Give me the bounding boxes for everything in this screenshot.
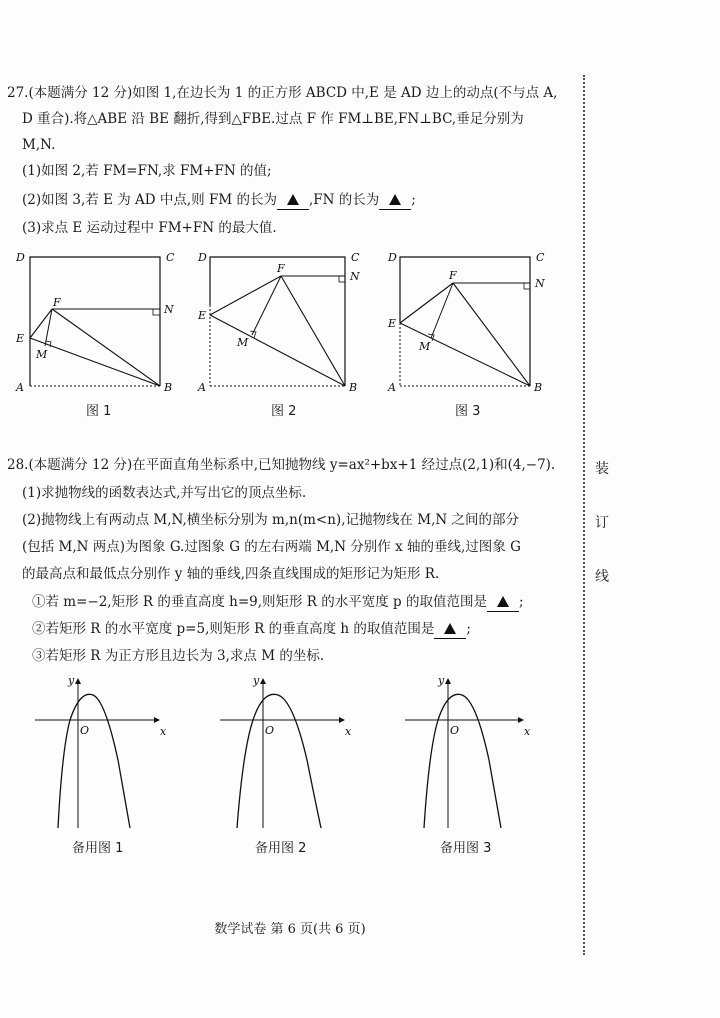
answer-blank-h[interactable] [434, 620, 466, 639]
label-B: B [534, 381, 543, 394]
figure-3-caption: 图 3 [455, 404, 481, 419]
q27-part2-text-c: ; [411, 192, 416, 208]
label-A: A [16, 381, 24, 394]
label-N: N [535, 277, 545, 290]
binding-label-ding: 订 [595, 515, 609, 531]
label-M: M [36, 348, 48, 361]
label-A: A [198, 381, 206, 394]
q28-case3: ③若矩形 R 为正方形且边长为 3,求点 M 的坐标. [32, 648, 325, 664]
q27-stem-line3: M,N. [22, 137, 56, 153]
binding-line [583, 75, 585, 955]
q27-figure-2 [195, 245, 365, 395]
binding-label-zhuang: 装 [595, 461, 609, 477]
q27-stem-line2: D 重合).将△ABE 沿 BE 翻折,得到△FBE.过点 F 作 FM⊥BE,FN⊥BC,垂足分别为 [22, 111, 524, 127]
binding-label-xian: 线 [595, 569, 609, 585]
x-axis-label: x [160, 725, 167, 738]
label-A: A [388, 381, 396, 394]
triangle-marker-icon [497, 596, 509, 607]
triangle-marker-icon [389, 194, 401, 205]
label-E: E [388, 317, 397, 330]
spare-graph-2-caption: 备用图 2 [255, 841, 307, 856]
label-F: F [277, 262, 285, 275]
q28-case1-end: ; [519, 594, 524, 610]
y-axis-label: y [68, 674, 75, 687]
label-B: B [349, 381, 358, 394]
label-N: N [350, 270, 360, 283]
q28-part1: (1)求抛物线的函数表达式,并写出它的顶点坐标. [22, 485, 307, 501]
label-C: C [351, 251, 360, 264]
label-F: F [449, 269, 457, 282]
q28-part2-line1: (2)抛物线上有两动点 M,N,横坐标分别为 m,n(m<n),记抛物线在 M,N 之间的部分 [22, 512, 519, 528]
q28-part2-line3: 的最高点和最低点分别作 y 轴的垂线,四条直线围成的矩形记为矩形 R. [22, 566, 440, 582]
label-C: C [166, 251, 175, 264]
figure-1-caption: 图 1 [86, 404, 112, 419]
spare-graph-1-caption: 备用图 1 [72, 841, 124, 856]
answer-blank-fm[interactable] [277, 191, 309, 210]
triangle-marker-icon [444, 623, 456, 634]
y-axis-label: y [438, 674, 445, 687]
q27-figure-1 [10, 245, 180, 395]
label-M: M [237, 336, 249, 349]
q28-case1 [32, 593, 524, 612]
label-C: C [536, 251, 545, 264]
q27-figure-3 [385, 245, 555, 395]
origin-label: O [450, 724, 460, 737]
x-axis-label: x [524, 725, 531, 738]
q27-part2 [22, 191, 416, 210]
label-E: E [198, 309, 207, 322]
q28-stem: 28.(本题满分 12 分)在平面直角坐标系中,已知抛物线 y=ax²+bx+1 经过点(2,1)和(4,−7). [7, 457, 556, 473]
label-N: N [164, 303, 174, 316]
spare-graph-3-caption: 备用图 3 [440, 841, 492, 856]
figure-2-caption: 图 2 [271, 404, 297, 419]
x-axis-label: x [345, 725, 352, 738]
q28-case2-text: ②若矩形 R 的水平宽度 p=5,则矩形 R 的垂直高度 h 的取值范围是 [32, 621, 435, 637]
q28-case2 [32, 620, 471, 639]
q27-part1: (1)如图 2,若 FM=FN,求 FM+FN 的值; [22, 163, 272, 179]
answer-blank-p[interactable] [487, 593, 519, 612]
answer-blank-fn[interactable] [379, 191, 411, 210]
q27-part3: (3)求点 E 运动过程中 FM+FN 的最大值. [22, 220, 277, 236]
q27-part2-text-a: (2)如图 3,若 E 为 AD 中点,则 FM 的长为 [22, 192, 277, 208]
label-E: E [16, 332, 25, 345]
label-M: M [419, 340, 431, 353]
triangle-marker-icon [287, 194, 299, 205]
q28-part2-line2: (包括 M,N 两点)为图象 G.过图象 G 的左右两端 M,N 分别作 x 轴的垂线,过图象 G [22, 539, 521, 555]
label-D: D [388, 251, 397, 264]
q27-stem-line1: 27.(本题满分 12 分)如图 1,在边长为 1 的正方形 ABCD 中,E 是 AD 边上的动点(不与点 A, [7, 85, 558, 101]
label-B: B [164, 381, 173, 394]
origin-label: O [80, 724, 90, 737]
q28-case2-end: ; [466, 621, 471, 637]
spare-graph-3 [400, 670, 540, 830]
label-F: F [53, 296, 61, 309]
origin-label: O [265, 724, 275, 737]
q27-part2-text-b: ,FN 的长为 [308, 192, 380, 208]
y-axis-label: y [253, 674, 260, 687]
page-footer: 数学试卷 第 6 页(共 6 页) [214, 922, 366, 937]
spare-graph-1 [30, 670, 170, 830]
label-D: D [16, 251, 25, 264]
q28-case1-text: ①若 m=−2,矩形 R 的垂直高度 h=9,则矩形 R 的水平宽度 p 的取值范围是 [32, 594, 487, 610]
label-D: D [198, 251, 207, 264]
spare-graph-2 [215, 670, 355, 830]
